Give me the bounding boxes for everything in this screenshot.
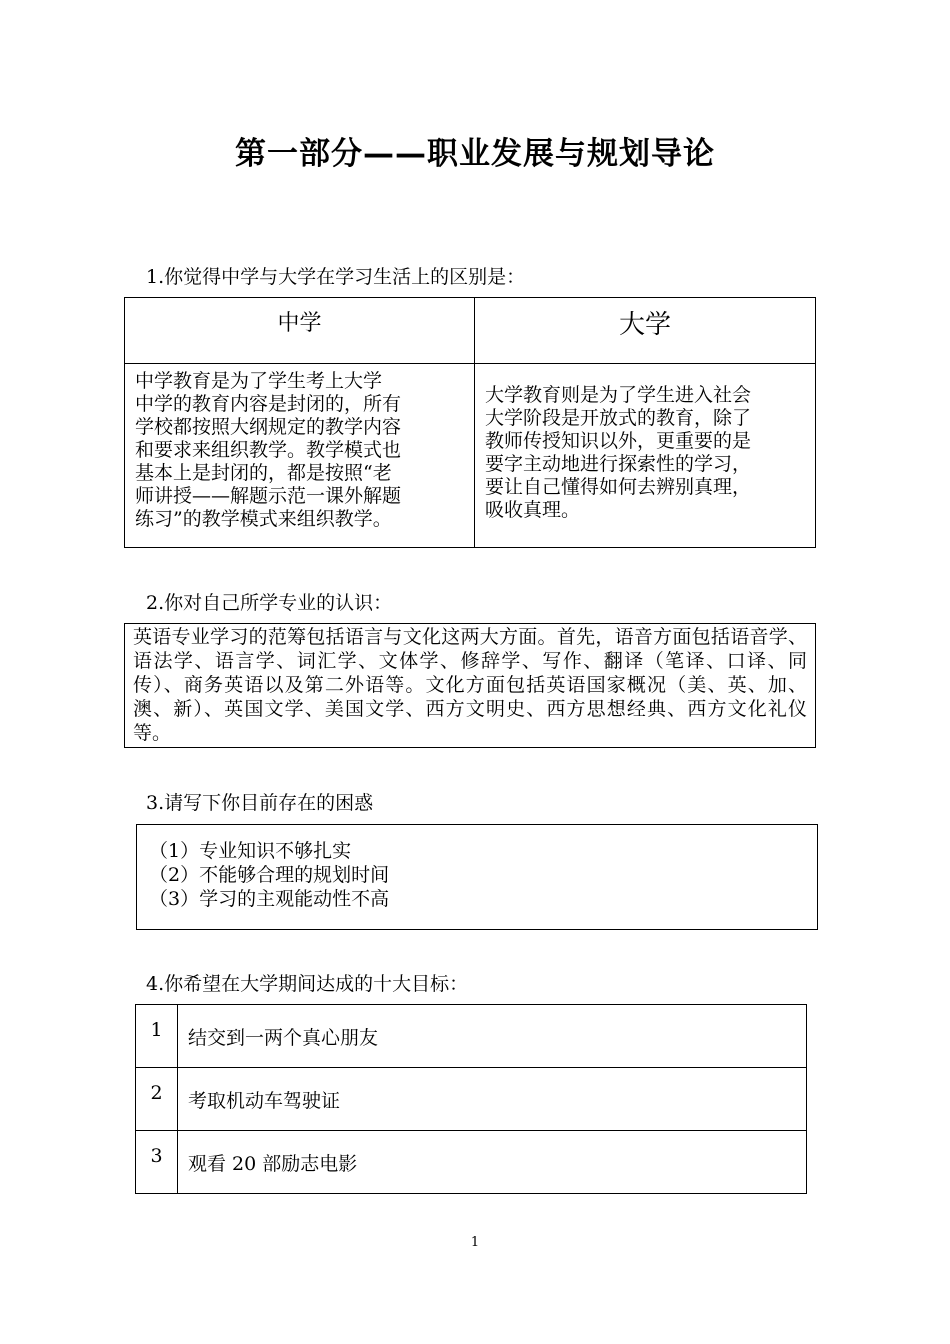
table-row bbox=[136, 1068, 807, 1131]
question-4: 4.你希望在大学期间达成的十大目标： bbox=[146, 973, 469, 995]
text-line: 要让自己懂得如何去辨别真理， bbox=[485, 476, 752, 498]
page-title: 第一部分——职业发展与规划导论 bbox=[235, 136, 715, 172]
text-line: 师讲授——解题示范一课外解题 bbox=[135, 485, 402, 507]
goal-number: 1 bbox=[136, 1005, 178, 1068]
major-understanding-answer: 英语专业学习的范筹包括语言与文化这两大方面。首先，语音方面包括语音学、语法学、语言学、词汇学、文体学、修辞学、写作、翻译（笔译、口译、同传）、商务英语以及第二外语等。文化方面包括英语国家概况（美、英、加、澳、新）、英国文学、美国文学、西方文明史、西方思想经典、西方文化礼仪等。 bbox=[124, 623, 816, 748]
text-line: 基本上是封闭的，都是按照“老 bbox=[135, 462, 392, 484]
question-1: 1.你觉得中学与大学在学习生活上的区别是： bbox=[146, 266, 526, 288]
confusion-item: （2）不能够合理的规划时间 bbox=[149, 864, 390, 886]
text-line: 大学阶段是开放式的教育，除了 bbox=[485, 407, 752, 429]
confusion-item: （3）学习的主观能动性不高 bbox=[149, 888, 390, 910]
text-line: 吸收真理。 bbox=[485, 499, 581, 521]
university-description bbox=[475, 364, 816, 548]
goal-text: 观看 20 部励志电影 bbox=[178, 1131, 807, 1194]
text-line: 中学教育是为了学生考上大学 bbox=[135, 370, 383, 392]
goal-number: 2 bbox=[136, 1068, 178, 1131]
confusion-item: （1）专业知识不够扎实 bbox=[149, 840, 352, 862]
question-3: 3.请写下你目前存在的困惑 bbox=[146, 792, 374, 814]
table-row bbox=[136, 1005, 807, 1068]
text-line: 学校都按照大纲规定的教学内容 bbox=[135, 416, 402, 438]
text-line: 教师传授知识以外，更重要的是 bbox=[485, 430, 752, 452]
text-line: 要字主动地进行探索性的学习， bbox=[485, 453, 752, 475]
confusions-box bbox=[136, 824, 818, 930]
goal-text: 结交到一两个真心朋友 bbox=[178, 1005, 807, 1068]
text-line: 和要求来组织教学。教学模式也 bbox=[135, 439, 402, 461]
text-line: 中学的教育内容是封闭的，所有 bbox=[135, 393, 402, 415]
column-header-university: 大学 bbox=[475, 298, 816, 364]
table-row bbox=[136, 1131, 807, 1194]
goal-number: 3 bbox=[136, 1131, 178, 1194]
text-line: 练习”的教学模式来组织教学。 bbox=[135, 508, 392, 530]
middle-school-description bbox=[125, 364, 475, 548]
comparison-table bbox=[124, 297, 816, 548]
column-header-middle-school: 中学 bbox=[125, 298, 475, 364]
text-line: 大学教育则是为了学生进入社会 bbox=[485, 384, 752, 406]
goals-table bbox=[135, 1004, 807, 1194]
goal-text: 考取机动车驾驶证 bbox=[178, 1068, 807, 1131]
page-number: 1 bbox=[470, 1235, 480, 1250]
question-2: 2.你对自己所学专业的认识： bbox=[146, 592, 393, 614]
